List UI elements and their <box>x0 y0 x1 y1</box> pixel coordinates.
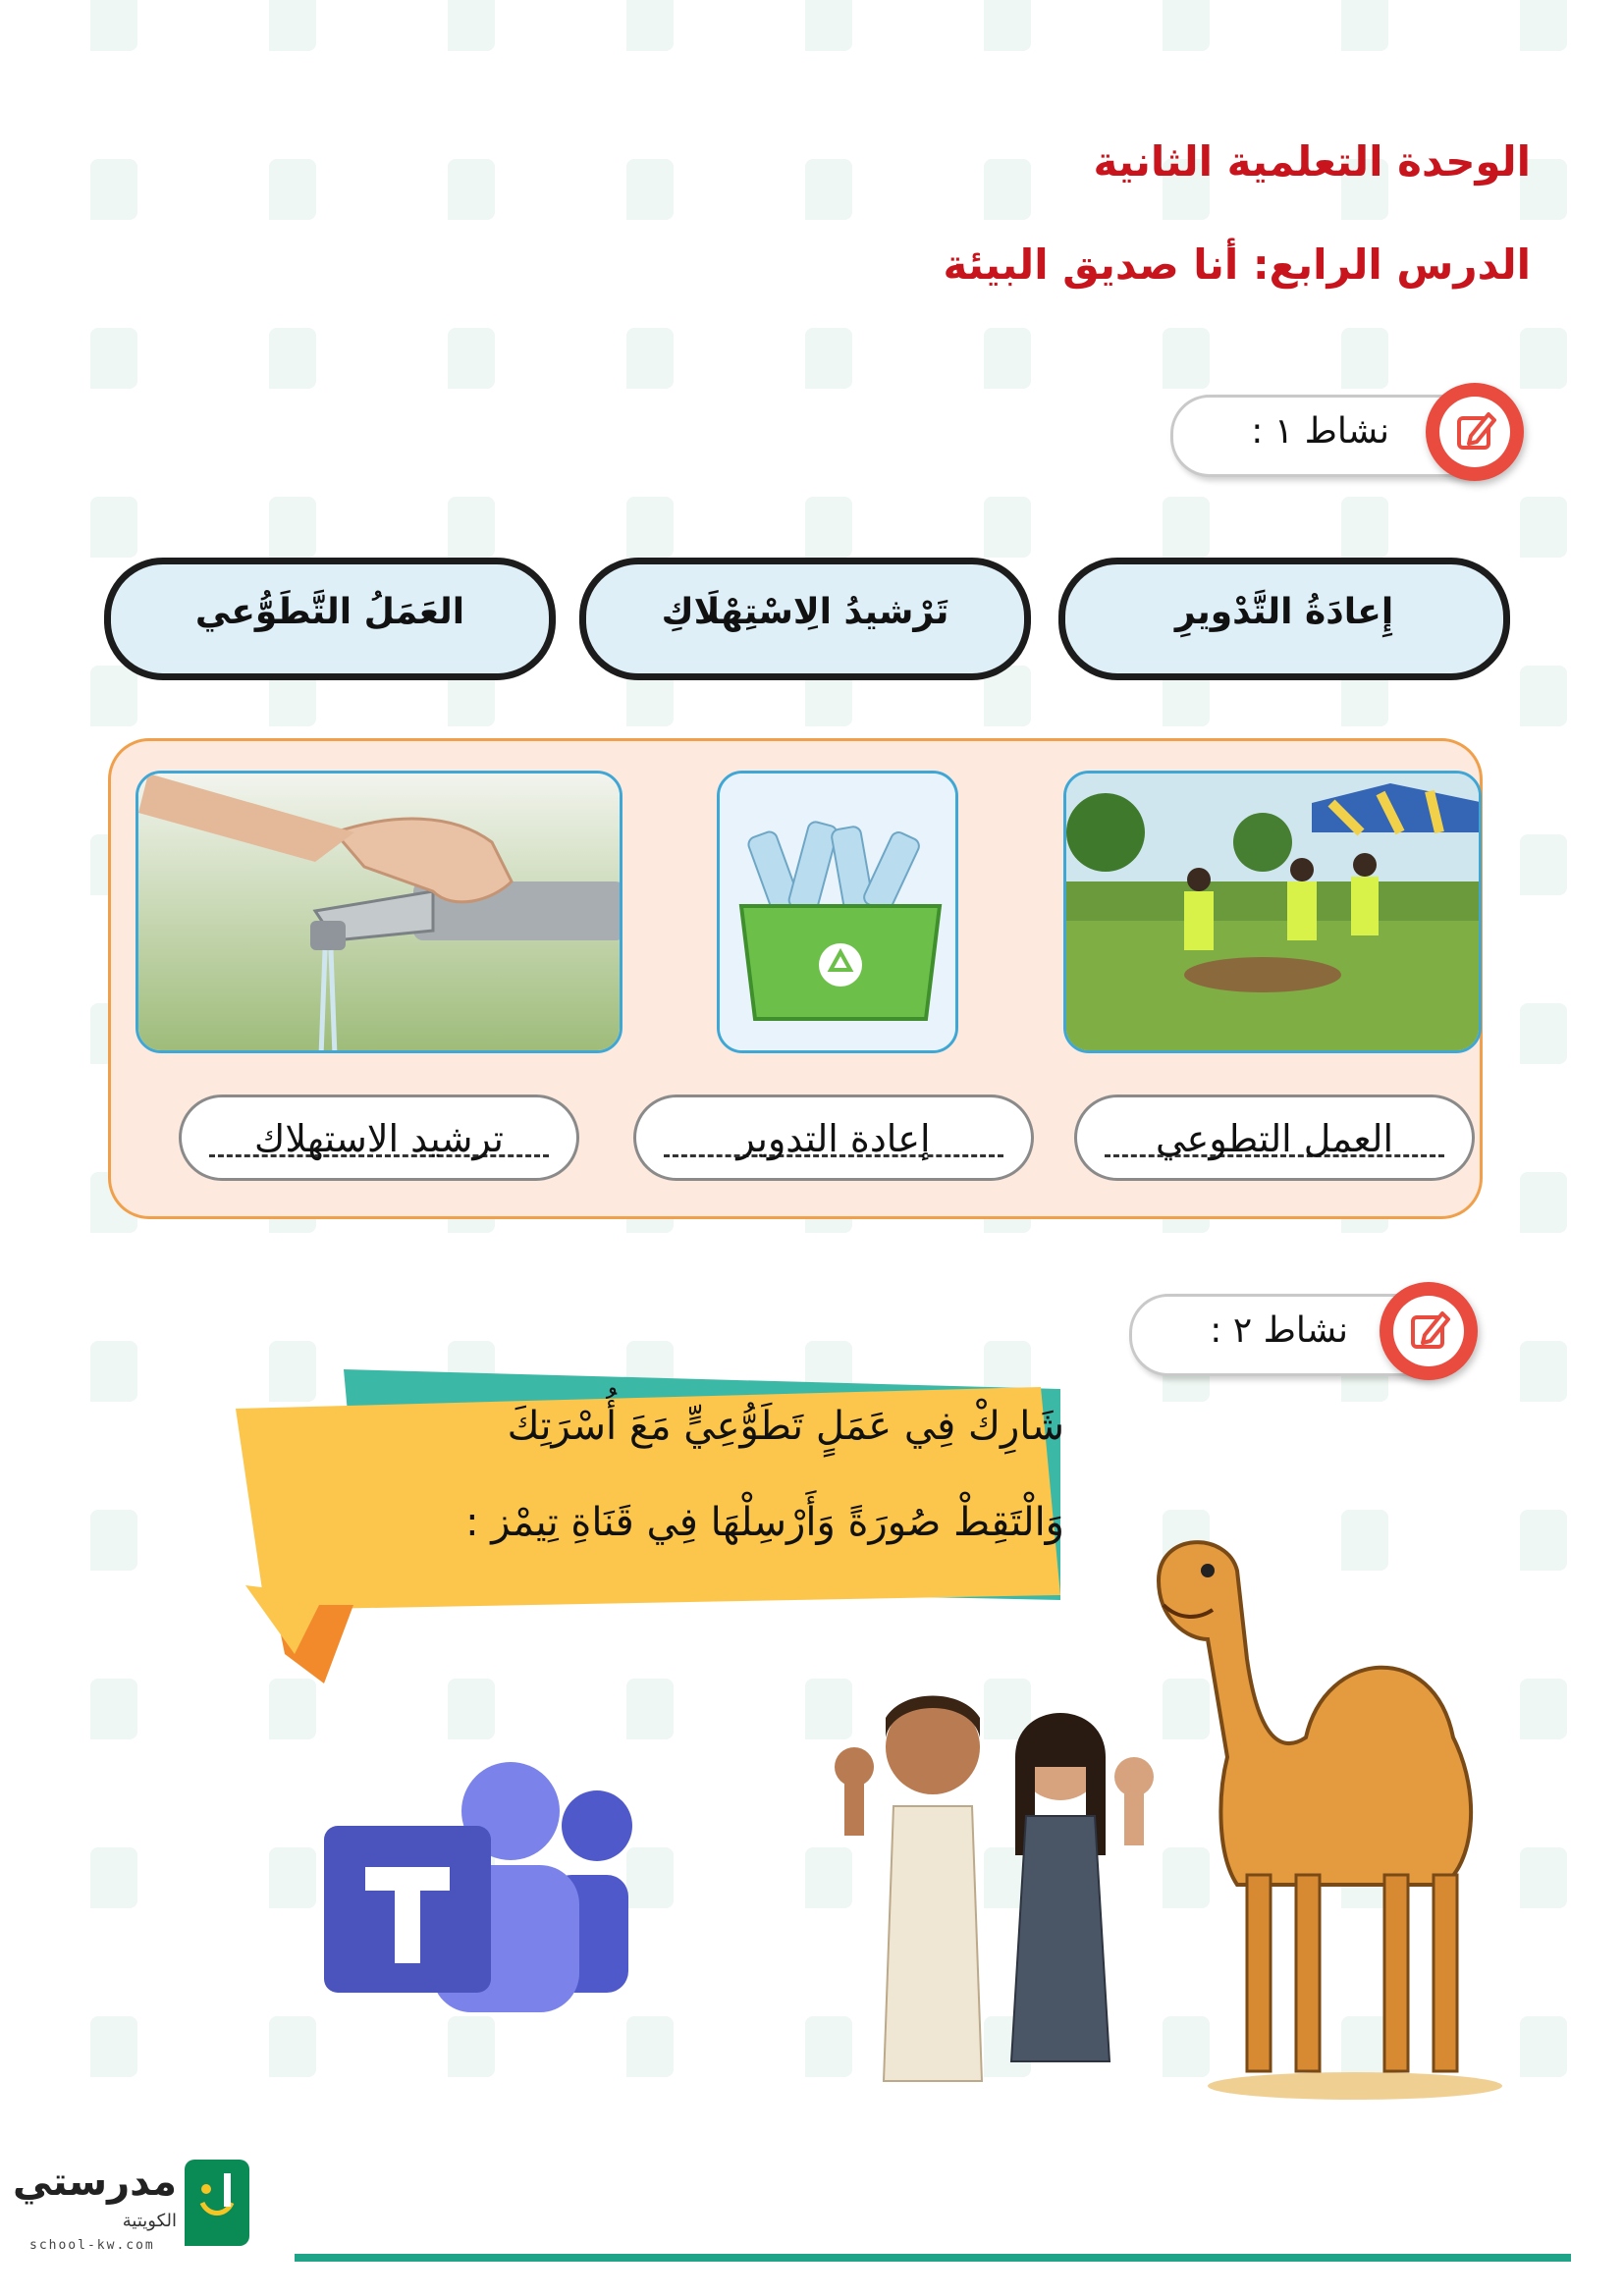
watermark-tile <box>1111 328 1210 406</box>
watermark-tile <box>575 2016 674 2095</box>
volunteer-planting-photo <box>1063 771 1482 1053</box>
watermark-tile <box>575 328 674 406</box>
watermark-tile <box>397 159 495 238</box>
watermark-tile <box>1469 1003 1567 1082</box>
answer-rationalizing[interactable]: ترشيد الاستهلاك <box>179 1095 579 1181</box>
footer-site: school-kw.com <box>29 2238 155 2253</box>
watermark-tile <box>39 1341 137 1419</box>
activity-1-icon <box>1426 383 1524 481</box>
watermark-tile <box>397 2016 495 2095</box>
watermark-tile <box>39 497 137 575</box>
footer-divider <box>295 2254 1571 2262</box>
watermark-tile <box>1469 834 1567 913</box>
watermark-tile <box>754 159 852 238</box>
footer-logo <box>12 2160 285 2268</box>
watermark-tile <box>39 1679 137 1757</box>
watermark-tile <box>39 666 137 744</box>
watermark-tile <box>39 0 137 69</box>
word-bank-recycling: إِعادَةُ التَّدْويرِ <box>1058 558 1510 680</box>
watermark-tile <box>218 1847 316 1926</box>
word-bank-rationalizing: تَرْشيدُ الِاسْتِهْلَاكِ <box>579 558 1031 680</box>
unit-title: الوحدة التعلمية الثانية <box>1093 137 1531 186</box>
answer-recycling[interactable]: إعادة التدوير <box>633 1095 1034 1181</box>
pencil-edit-icon <box>1393 1296 1464 1366</box>
watermark-tile <box>397 328 495 406</box>
footer-brand-sub: الكويتية <box>122 2211 177 2231</box>
watermark-tile <box>1111 0 1210 69</box>
watermark-tile <box>39 1510 137 1588</box>
watermark-tile <box>218 328 316 406</box>
lesson-title: الدرس الرابع: أنا صديق البيئة <box>943 240 1531 289</box>
watermark-tile <box>218 2016 316 2095</box>
instruction-line-1: شَارِكْ فِي عَمَلٍ تَطَوُّعِيٍّ مَعَ أُسْرَتِكَ <box>507 1404 1064 1449</box>
children-waving <box>835 1669 1159 2110</box>
answer-volunteering[interactable]: العمل التطوعي <box>1074 1095 1475 1181</box>
instruction-line-2: وَالْتَقِطْ صُورَةً وَأَرْسِلْهَا فِي قَنَاةِ تِيمْز : <box>465 1500 1064 1545</box>
teams-logo <box>324 1757 638 2022</box>
watermark-tile <box>39 1847 137 1926</box>
watermark-tile <box>754 0 852 69</box>
watermark-tile <box>933 159 1031 238</box>
watermark-tile <box>39 328 137 406</box>
activity-2-label: نشاط ٢ : <box>1210 1310 1348 1351</box>
watermark-tile <box>39 2016 137 2095</box>
watermark-tile <box>1469 497 1567 575</box>
watermark-tile <box>1469 1341 1567 1419</box>
watermark-tile <box>39 159 137 238</box>
watermark-tile <box>1469 0 1567 69</box>
camel <box>1119 1512 1502 2101</box>
watermark-tile <box>397 0 495 69</box>
watermark-tile <box>933 328 1031 406</box>
footer-brand: مدرستي <box>12 2160 177 2205</box>
watermark-tile <box>575 159 674 238</box>
watermark-tile <box>218 159 316 238</box>
watermark-tile <box>754 328 852 406</box>
watermark-tile <box>575 0 674 69</box>
word-bank-volunteering: العَمَلُ التَّطَوُّعي <box>104 558 556 680</box>
recycling-bin-bottles-photo <box>717 771 958 1053</box>
footer-logo-badge <box>185 2160 249 2246</box>
hand-closing-tap-photo <box>135 771 623 1053</box>
watermark-tile <box>933 0 1031 69</box>
pencil-edit-icon <box>1439 397 1510 467</box>
watermark-tile <box>1469 666 1567 744</box>
activity-2-icon <box>1380 1282 1478 1380</box>
watermark-tile <box>218 0 316 69</box>
watermark-tile <box>1290 0 1388 69</box>
watermark-tile <box>1469 1172 1567 1251</box>
activity-1-label: نشاط ١ : <box>1251 411 1389 452</box>
